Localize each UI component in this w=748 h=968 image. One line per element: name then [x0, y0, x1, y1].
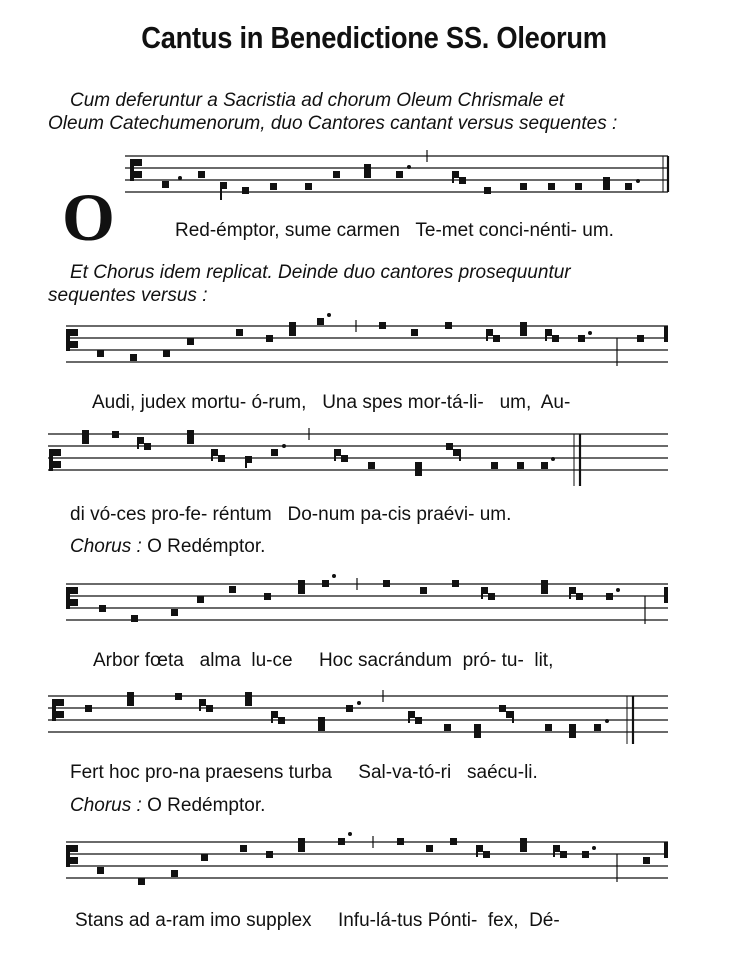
neumes [66, 574, 668, 622]
chant-staff-4 [0, 576, 748, 636]
rubric-intro [48, 89, 670, 135]
chorus-text: O Redémptor. [147, 536, 266, 557]
chant-staff-5 [0, 688, 748, 748]
rubric-chorus-line2: sequentes versus : [48, 285, 208, 306]
rubric-intro-line1: Cum deferuntur a Sacristia ad chorum Oleum Chrismale et [70, 90, 565, 111]
neumes [66, 832, 668, 885]
lyrics-line-3: di vó-ces pro-fe- réntum Do-num pa-cis praévi- um. [70, 504, 512, 525]
lyrics-line-2: Audi, judex mortu- ó-rum, Una spes mor-tá-li- um, Au- [92, 392, 571, 413]
lyrics-line-5: Fert hoc pro-na praesens turba Sal-va-tó-ri saécu-li. [70, 762, 538, 783]
rubric-chorus [48, 261, 670, 307]
chorus-refrain-2 [70, 795, 265, 817]
neumes [49, 430, 555, 476]
chorus-refrain-1 [70, 536, 265, 558]
lyrics-line-6: Stans ad a-ram imo supplex Infu-lá-tus Pónti- fex, Dé- [75, 910, 560, 931]
drop-cap-initial: O [62, 179, 115, 255]
neumes [66, 313, 668, 361]
chant-staff-6 [0, 834, 748, 894]
chorus-text: O Redémptor. [147, 795, 266, 816]
chorus-label: Chorus : [70, 536, 142, 557]
page-title: Cantus in Benedictione SS. Oleorum [141, 20, 607, 55]
lyrics-line-1: Red-émptor, sume carmen Te-met conci-nénti- um. [175, 220, 614, 241]
rubric-chorus-line1: Et Chorus idem replicat. Deinde duo cantores prosequuntur [70, 262, 571, 283]
rubric-intro-line2: Oleum Catechumenorum, duo Cantores cantant versus sequentes : [48, 113, 618, 134]
chorus-label: Chorus : [70, 795, 142, 816]
neumes [52, 692, 609, 738]
lyrics-line-4: Arbor fœta alma lu-ce Hoc sacrándum pró- tu- lit, [93, 650, 554, 671]
chant-staff-2 [0, 318, 748, 378]
chant-staff-3 [0, 426, 748, 486]
